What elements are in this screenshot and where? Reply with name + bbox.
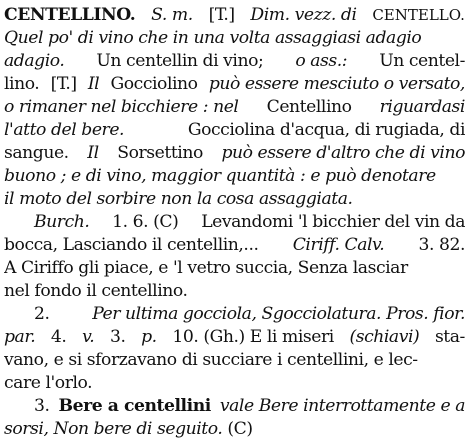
text-segment: sangue. <box>4 143 69 163</box>
text-segment: care l'orlo. <box>4 373 93 393</box>
text-line <box>4 4 465 27</box>
text-line <box>4 280 465 303</box>
text-segment: CENTELLINO. <box>4 5 136 25</box>
text-segment: Un centel- <box>379 51 465 71</box>
text-segment: Burch. <box>34 212 90 232</box>
text-segment: sta- <box>434 327 465 347</box>
text-segment: vano, e si sforzavano di succiare i centellini, e lec- <box>4 350 418 370</box>
text-segment: 10. (Gh.) E li miseri <box>172 327 334 347</box>
text-segment: il moto del sorbire non la cosa assaggiata. <box>4 189 353 209</box>
text-segment: (schiavi) <box>349 327 420 347</box>
text-line <box>4 211 465 234</box>
text-segment: Levandomi 'l bicchier del vin da <box>201 212 465 232</box>
text-line <box>4 303 465 326</box>
text-segment: 3. <box>109 327 126 347</box>
text-segment: lino. <box>4 74 40 94</box>
text-segment: p. <box>141 327 157 347</box>
text-line <box>4 50 465 73</box>
text-segment: S. m. <box>151 5 193 25</box>
text-segment: Gocciolino <box>110 74 198 94</box>
text-segment: 2. <box>34 304 50 324</box>
text-segment: riguardasi <box>379 97 465 117</box>
text-segment: 3. 82. <box>418 235 465 255</box>
text-segment: Dim. vezz. di <box>250 5 357 25</box>
text-line <box>4 418 465 441</box>
text-line <box>4 395 465 418</box>
text-line <box>4 372 465 395</box>
text-segment: (C) <box>227 419 253 439</box>
text-line <box>4 188 465 211</box>
text-segment: Sorsettino <box>117 143 203 163</box>
text-segment: [T.] <box>208 5 235 25</box>
text-segment: 3. <box>34 396 50 416</box>
text-segment: Il <box>87 74 100 94</box>
text-segment: può essere d'altro che di vino <box>221 143 465 163</box>
text-segment: v. <box>82 327 95 347</box>
text-segment: può essere mesciuto o versato, <box>208 74 465 94</box>
text-segment: bocca, Lasciando il centellin,... <box>4 235 259 255</box>
text-segment: Quel po' di vino che in una volta assaggiasi adagio <box>4 28 422 48</box>
text-segment: Un centellin di vino; <box>96 51 264 71</box>
text-segment: CENTELLO. <box>372 6 465 24</box>
text-line <box>4 234 465 257</box>
text-segment: Gocciolina d'acqua, di rugiada, di <box>187 120 465 140</box>
text-segment: o ass.: <box>295 51 348 71</box>
text-segment: Il <box>87 143 99 163</box>
text-segment: A Ciriffo gli piace, e 'l vetro succia, Senza lasciar <box>4 258 408 278</box>
text-segment: Ciriff. Calv. <box>292 235 385 255</box>
text-segment: l'atto del bere. <box>4 120 125 140</box>
text-segment: nel fondo il centellino. <box>4 281 188 301</box>
text-segment: buono ; e di vino, maggior quantità : e può denotare <box>4 166 436 186</box>
text-segment: sorsi, Non bere di seguito. <box>4 419 223 439</box>
text-line <box>4 326 465 349</box>
text-line <box>4 165 465 188</box>
text-segment: 4. <box>50 327 67 347</box>
text-line <box>4 119 465 142</box>
text-line <box>4 73 465 96</box>
text-segment: vale Bere interrottamente e a <box>219 396 465 416</box>
text-segment: 1. 6. (C) <box>112 212 179 232</box>
text-line <box>4 27 465 50</box>
text-segment: Bere a centellini <box>58 396 211 416</box>
text-line <box>4 349 465 372</box>
text-line <box>4 142 465 165</box>
text-segment: o rimaner nel bicchiere : nel <box>4 97 239 117</box>
text-segment: Centellino <box>266 97 352 117</box>
text-segment: Per ultima gocciola, Sgocciolatura. Pros. fior. <box>92 304 465 324</box>
text-segment: par. <box>4 327 36 347</box>
text-segment: adagio. <box>4 51 65 71</box>
text-line <box>4 96 465 119</box>
text-line <box>4 257 465 280</box>
text-segment: [T.] <box>50 74 77 94</box>
